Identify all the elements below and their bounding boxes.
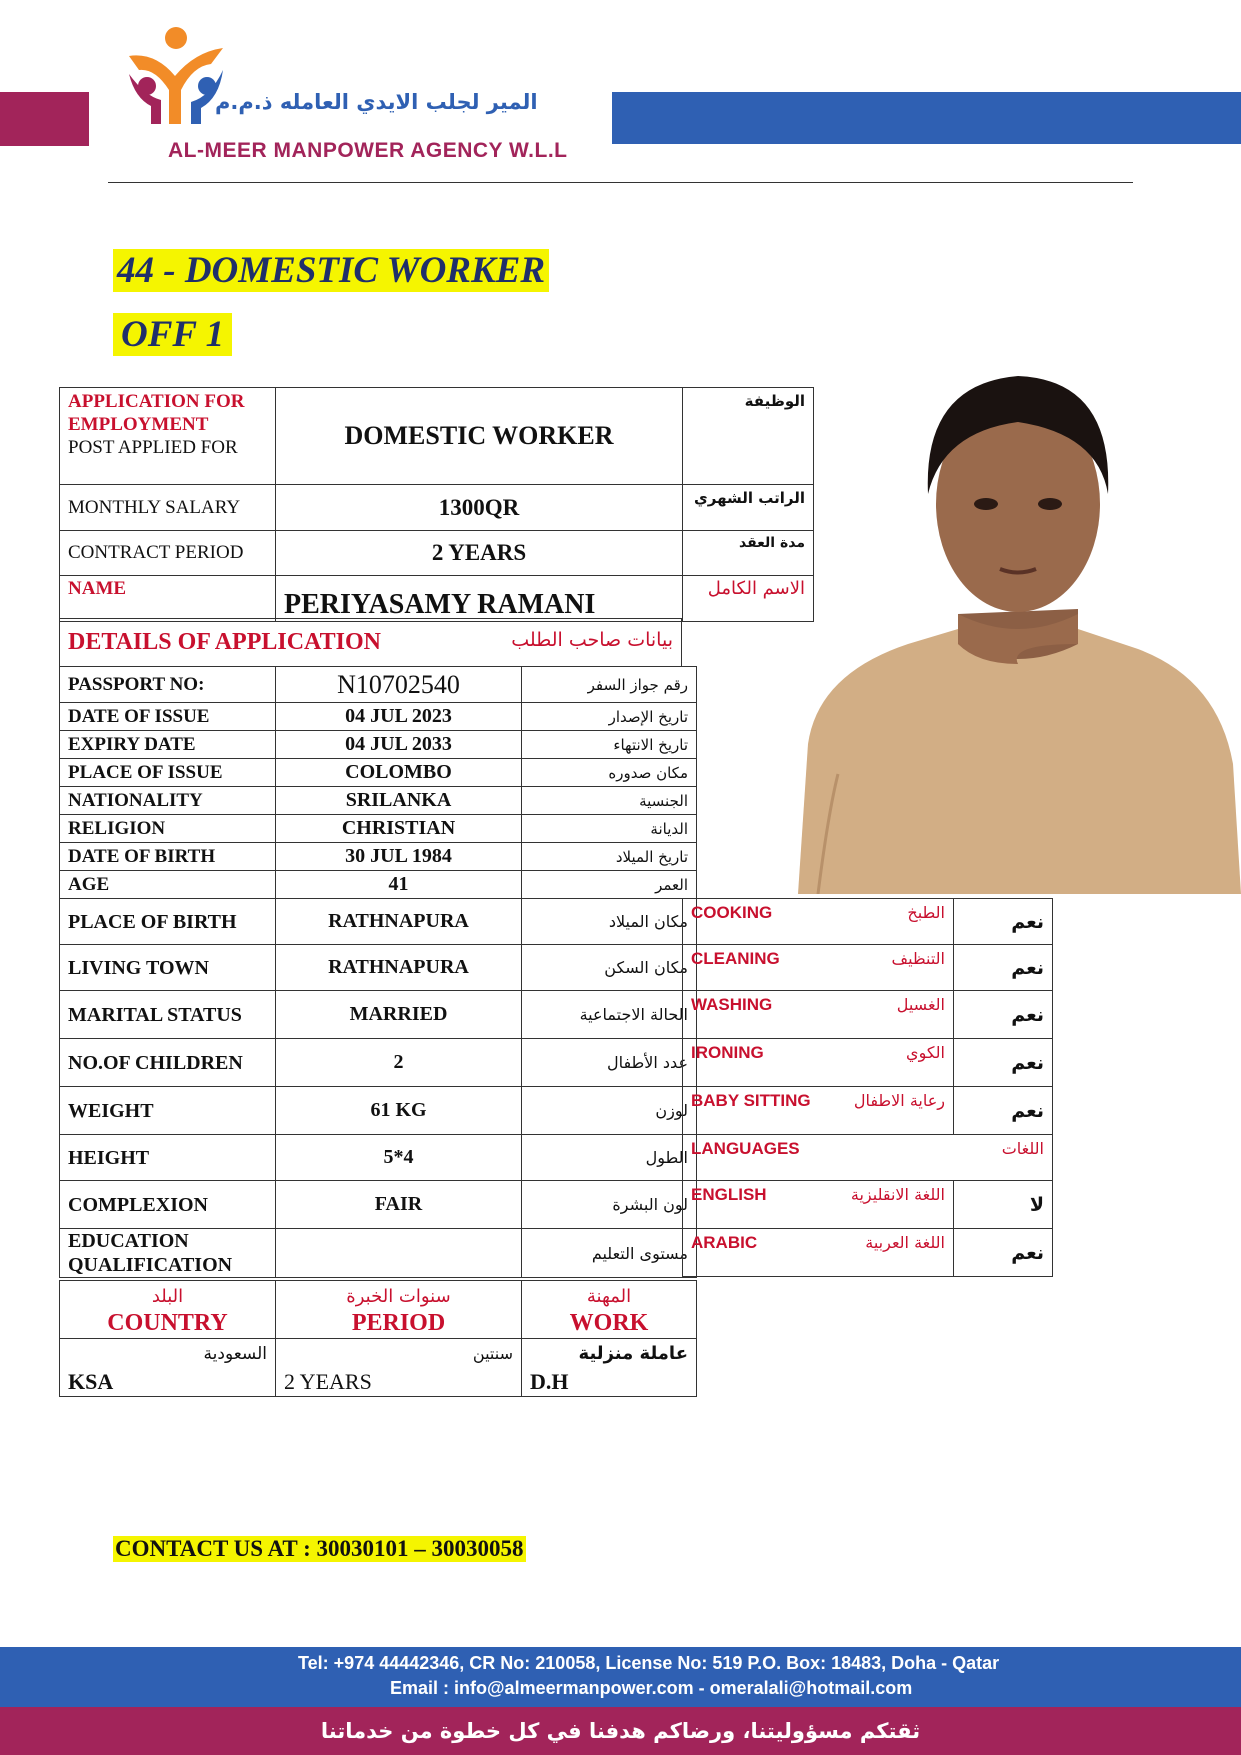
- skill-name-arabic: رعاية الاطفال: [853, 1091, 945, 1110]
- details-row: [60, 759, 697, 787]
- details-big-row: [60, 899, 697, 945]
- work-header-english: WORK: [569, 1309, 649, 1336]
- skill-name: IRONING: [691, 1043, 764, 1062]
- details-row-arabic: تاريخ الإصدار: [522, 703, 697, 731]
- details-big-row: [60, 945, 697, 991]
- details-big-table: [59, 898, 697, 1278]
- experience-country-cell: [60, 1339, 276, 1397]
- skill-name: CLEANING: [691, 949, 780, 968]
- details-big-row: [60, 991, 697, 1039]
- footer-line-1: Tel: +974 44442346, CR No: 210058, License No: 519 P.O. Box: 18483, Doha - Qatar: [298, 1653, 1000, 1673]
- skill-row: [683, 1039, 1053, 1087]
- country-header-english: COUNTRY: [107, 1309, 228, 1336]
- details-big-row: [60, 1135, 697, 1181]
- details-big-row-label: MARITAL STATUS: [60, 991, 276, 1039]
- language-name: ENGLISH: [691, 1185, 767, 1204]
- experience-period: 2 YEARS: [284, 1368, 372, 1394]
- details-table: [59, 666, 697, 899]
- details-big-row-value: RATHNAPURA: [276, 945, 522, 991]
- details-big-row-label: NO.OF CHILDREN: [60, 1039, 276, 1087]
- experience-period-arabic: سنتين: [472, 1343, 513, 1363]
- experience-work-cell: [522, 1339, 697, 1397]
- details-row-value: 04 JUL 2023: [276, 703, 522, 731]
- salary-label-arabic: الراتب الشهري: [683, 485, 814, 531]
- application-label: APPLICATION FOR EMPLOYMENT: [68, 391, 245, 435]
- details-row-label: DATE OF BIRTH: [60, 843, 276, 871]
- details-big-row-arabic: عدد الأطفال: [522, 1039, 697, 1087]
- language-row: [683, 1229, 1053, 1277]
- skill-name-arabic: التنظيف: [891, 949, 945, 968]
- contract-value: 2 YEARS: [276, 531, 683, 576]
- languages-label: LANGUAGES: [691, 1139, 800, 1158]
- skill-value: نعم: [954, 1039, 1053, 1087]
- experience-country-arabic: السعودية: [203, 1343, 267, 1364]
- post-label-arabic: الوظيفة: [683, 388, 814, 485]
- skill-name-arabic: الغسيل: [896, 995, 945, 1014]
- post-label-cell: [60, 388, 276, 485]
- skill-name-cell: [683, 991, 954, 1039]
- details-row: [60, 843, 697, 871]
- skill-value: نعم: [954, 899, 1053, 945]
- language-name-cell: [683, 1181, 954, 1229]
- header-bar-right: [612, 92, 1241, 144]
- skill-value: نعم: [954, 945, 1053, 991]
- footer-contact-bar: [0, 1647, 1241, 1707]
- details-row-arabic: رقم جواز السفر: [522, 667, 697, 703]
- country-header-arabic: البلد: [151, 1285, 184, 1307]
- country-header: [60, 1281, 276, 1339]
- details-row: [60, 731, 697, 759]
- details-big-row-label: COMPLEXION: [60, 1181, 276, 1229]
- details-row-arabic: تاريخ الانتهاء: [522, 731, 697, 759]
- details-row-value: SRILANKA: [276, 787, 522, 815]
- salary-value: 1300QR: [276, 485, 683, 531]
- name-label-arabic: الاسم الكامل: [683, 576, 814, 622]
- details-row: [60, 871, 697, 899]
- details-heading-cell: [60, 619, 682, 667]
- details-big-row-label: HEIGHT: [60, 1135, 276, 1181]
- details-heading-arabic: بيانات صاحب الطلب: [511, 629, 673, 652]
- off-label: OFF 1: [113, 313, 232, 356]
- experience-period-cell: [276, 1339, 522, 1397]
- details-big-row: [60, 1039, 697, 1087]
- language-value: لا: [954, 1181, 1053, 1229]
- details-big-row: [60, 1087, 697, 1135]
- details-row-arabic: تاريخ الميلاد: [522, 843, 697, 871]
- skills-table: [682, 898, 1053, 1277]
- contact-line: CONTACT US AT : 30030101 – 30030058: [115, 1536, 524, 1561]
- skill-name: COOKING: [691, 903, 773, 922]
- skill-row: [683, 1087, 1053, 1135]
- details-big-row-arabic: مستوى التعليم: [522, 1229, 697, 1278]
- details-row-arabic: العمر: [522, 871, 697, 899]
- details-heading-table: [59, 618, 682, 667]
- details-big-row-label: LIVING TOWN: [60, 945, 276, 991]
- details-row-label: NATIONALITY: [60, 787, 276, 815]
- details-row-value: CHRISTIAN: [276, 815, 522, 843]
- experience-work: D.H: [530, 1368, 569, 1394]
- details-row-label: RELIGION: [60, 815, 276, 843]
- applicant-photo: [778, 344, 1241, 894]
- skill-name-arabic: الكوي: [906, 1043, 945, 1062]
- details-row: [60, 787, 697, 815]
- footer-line-2: Email : info@almeermanpower.com - omeralali@hotmail.com: [390, 1678, 913, 1698]
- details-big-row-arabic: الحالة الاجتماعية: [522, 991, 697, 1039]
- skill-row: [683, 991, 1053, 1039]
- name-label: NAME: [60, 576, 276, 622]
- details-row-value: 04 JUL 2033: [276, 731, 522, 759]
- language-name: ARABIC: [691, 1233, 758, 1252]
- details-row-label: DATE OF ISSUE: [60, 703, 276, 731]
- languages-label-arabic: اللغات: [1001, 1139, 1044, 1158]
- work-header: [522, 1281, 697, 1339]
- details-row-value: 30 JUL 1984: [276, 843, 522, 871]
- details-big-row-arabic: مكان السكن: [522, 945, 697, 991]
- details-row-arabic: الجنسية: [522, 787, 697, 815]
- details-big-row-value: 5*4: [276, 1135, 522, 1181]
- details-big-row-arabic: الطول: [522, 1135, 697, 1181]
- contract-label: CONTRACT PERIOD: [60, 531, 276, 576]
- skill-value: نعم: [954, 1087, 1053, 1135]
- language-name-arabic: اللغة العربية: [865, 1233, 945, 1252]
- skill-name: WASHING: [691, 995, 773, 1014]
- details-row-label: PASSPORT NO:: [60, 667, 276, 703]
- details-big-row-value: 61 KG: [276, 1087, 522, 1135]
- period-header-english: PERIOD: [351, 1309, 446, 1336]
- post-value: DOMESTIC WORKER: [276, 388, 683, 485]
- details-big-row: [60, 1181, 697, 1229]
- page-title: 44 - DOMESTIC WORKER: [113, 249, 549, 292]
- details-big-row: [60, 1229, 697, 1278]
- details-big-row-label: WEIGHT: [60, 1087, 276, 1135]
- contract-label-arabic: مدة العقد: [683, 531, 814, 576]
- languages-row: [683, 1135, 1053, 1181]
- details-big-row-arabic: مكان الميلاد: [522, 899, 697, 945]
- details-row-value: N10702540: [276, 667, 522, 703]
- language-row: [683, 1181, 1053, 1229]
- details-big-row-value: FAIR: [276, 1181, 522, 1229]
- details-heading: DETAILS OF APPLICATION: [68, 629, 381, 656]
- language-name-arabic: اللغة الانقليزية: [850, 1185, 945, 1204]
- details-row-label: PLACE OF ISSUE: [60, 759, 276, 787]
- company-name-arabic: المير لجلب الايدي العامله ذ.م.م: [215, 90, 538, 114]
- details-row-label: EXPIRY DATE: [60, 731, 276, 759]
- skill-name-cell: [683, 945, 954, 991]
- footer-slogan-bar: [0, 1707, 1241, 1755]
- details-big-row-value: 2: [276, 1039, 522, 1087]
- details-row: [60, 703, 697, 731]
- details-big-row-label: EDUCATION QUALIFICATION: [60, 1229, 276, 1278]
- details-big-row-label: PLACE OF BIRTH: [60, 899, 276, 945]
- skill-name-cell: [683, 1087, 954, 1135]
- details-row: [60, 667, 697, 703]
- skill-name: BABY SITTING: [691, 1091, 811, 1110]
- details-row: [60, 815, 697, 843]
- details-row-value: 41: [276, 871, 522, 899]
- skill-row: [683, 945, 1053, 991]
- header-divider: [108, 182, 1133, 183]
- period-header: [276, 1281, 522, 1339]
- work-header-arabic: المهنة: [586, 1285, 632, 1307]
- employment-table: [59, 387, 814, 622]
- details-big-row-value: [276, 1229, 522, 1278]
- language-name-cell: [683, 1229, 954, 1277]
- details-row-label: AGE: [60, 871, 276, 899]
- company-name-english: AL-MEER MANPOWER AGENCY W.L.L: [168, 139, 568, 162]
- salary-label: MONTHLY SALARY: [60, 485, 276, 531]
- details-row-arabic: مكان صدوره: [522, 759, 697, 787]
- header-bar-left: [0, 92, 89, 146]
- post-label: POST APPLIED FOR: [68, 437, 238, 458]
- details-big-row-arabic: لوزن: [522, 1087, 697, 1135]
- skill-value: نعم: [954, 991, 1053, 1039]
- language-value: نعم: [954, 1229, 1053, 1277]
- skill-name-cell: [683, 1039, 954, 1087]
- details-big-row-value: MARRIED: [276, 991, 522, 1039]
- name-value: PERIYASAMY RAMANI: [276, 576, 683, 622]
- details-row-value: COLOMBO: [276, 759, 522, 787]
- company-logo-icon: [115, 26, 235, 131]
- footer-slogan: ثقتكم مسؤوليتنا، ورضاكم هدفنا في كل خطوة من خدماتنا: [320, 1719, 921, 1743]
- details-row-arabic: الديانة: [522, 815, 697, 843]
- skill-row: [683, 899, 1053, 945]
- skill-name-cell: [683, 899, 954, 945]
- experience-table: [59, 1280, 697, 1397]
- languages-header-cell: [683, 1135, 1053, 1181]
- experience-country: KSA: [68, 1368, 114, 1394]
- skill-name-arabic: الطبخ: [907, 903, 945, 922]
- details-big-row-value: RATHNAPURA: [276, 899, 522, 945]
- details-big-row-arabic: لون البشرة: [522, 1181, 697, 1229]
- experience-work-arabic: عاملة منزلية: [578, 1342, 688, 1364]
- period-header-arabic: سنوات الخبرة: [346, 1285, 451, 1307]
